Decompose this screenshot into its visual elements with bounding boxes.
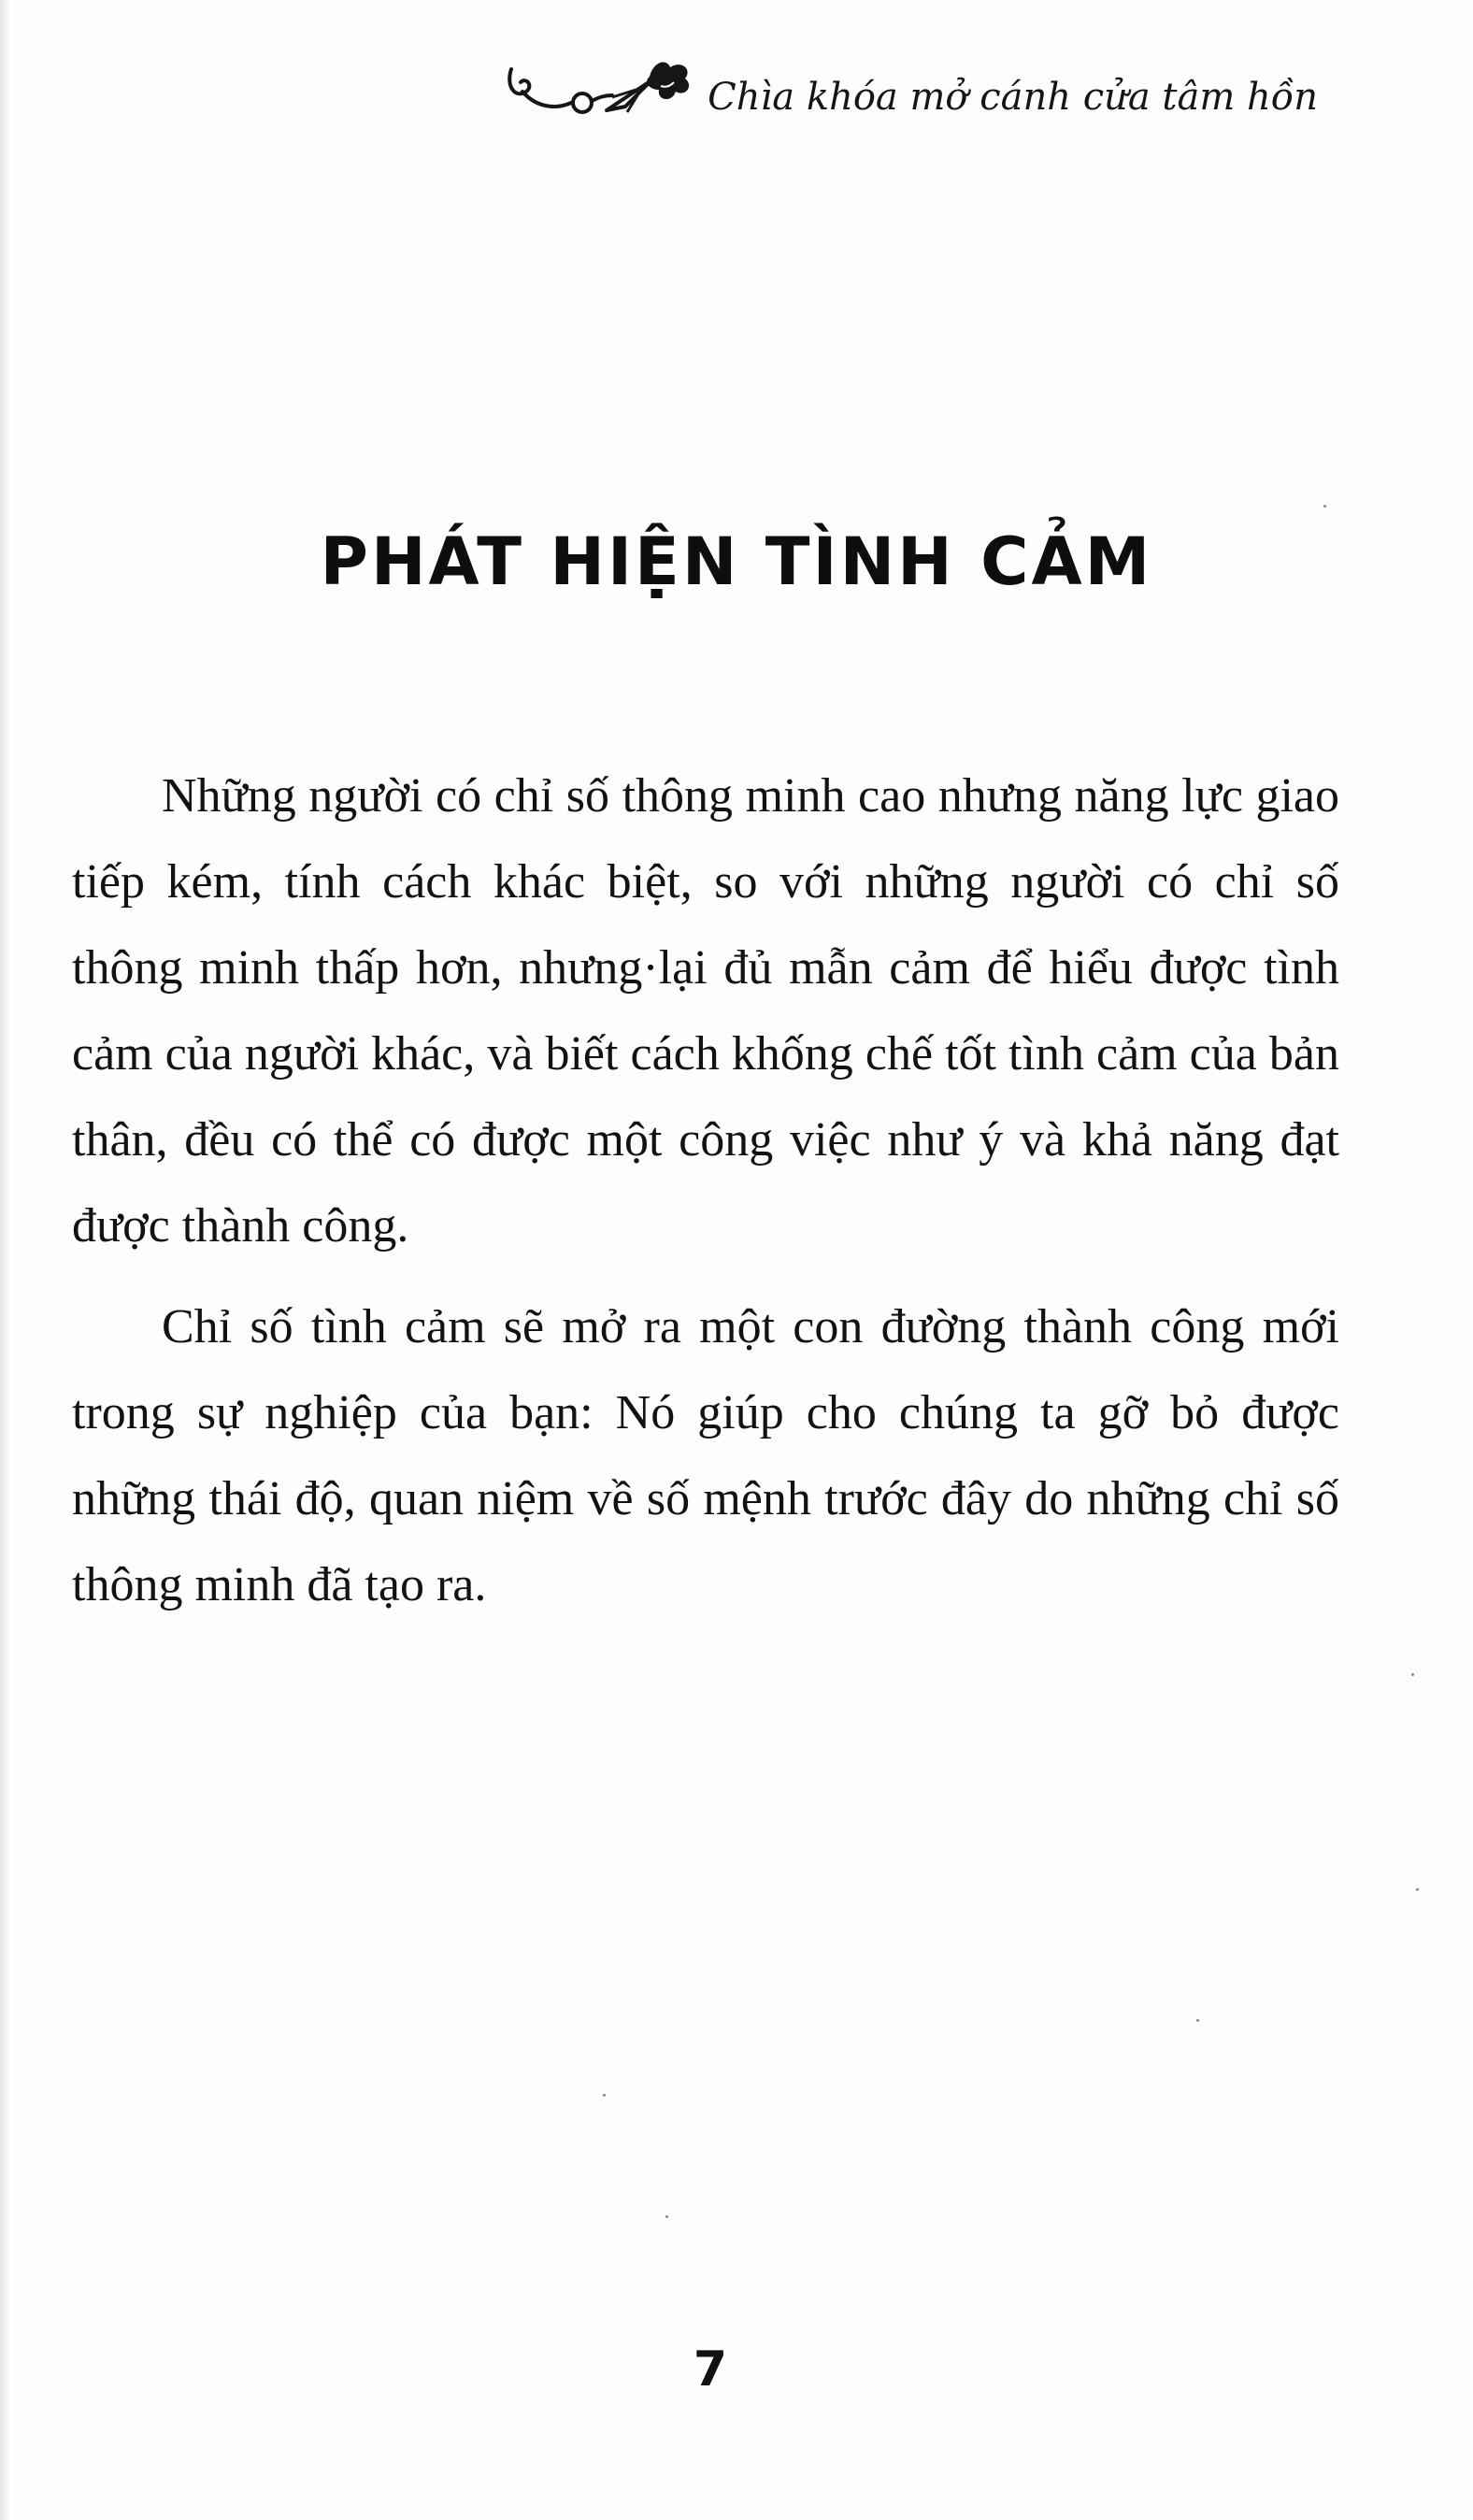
paper-speck (1323, 505, 1326, 508)
page-gutter-shadow (0, 0, 9, 2520)
chapter-title: PHÁT HIỆN TÌNH CẢM (320, 523, 1153, 600)
paragraph-2: Chỉ số tình cảm sẽ mở ra một con đường thành công mới trong sự nghiệp của bạn: Nó giúp cho chúng ta gỡ bỏ được những thái độ, quan niệm về số mệnh trước đây do những chỉ số thông minh đã tạo ra. (72, 1300, 1339, 1611)
page-number: 7 (693, 2341, 728, 2398)
paper-speck (1196, 2019, 1199, 2022)
paper-speck (603, 2094, 606, 2097)
running-header (502, 49, 1318, 133)
body-text (72, 753, 1339, 1628)
paper-speck (1411, 1673, 1414, 1676)
paper-speck (1416, 1888, 1419, 1891)
flower-vine-ornament-icon (502, 49, 698, 133)
paragraph-1: Những người có chỉ số thông minh cao nhưng năng lực giao tiếp kém, tính cách khác biệt, so với những người có chỉ số thông minh thấp hơn, nhưng·lại đủ mẫn cảm để hiểu được tình cảm của người khác, và biết cách khống chế tốt tình cảm của bản thân, đều có thể có được một công việc như ý và khả năng đạt được thành công. (72, 769, 1339, 1253)
paper-speck (665, 2215, 668, 2218)
running-header-title: Chìa khóa mở cánh cửa tâm hồn (708, 76, 1318, 119)
